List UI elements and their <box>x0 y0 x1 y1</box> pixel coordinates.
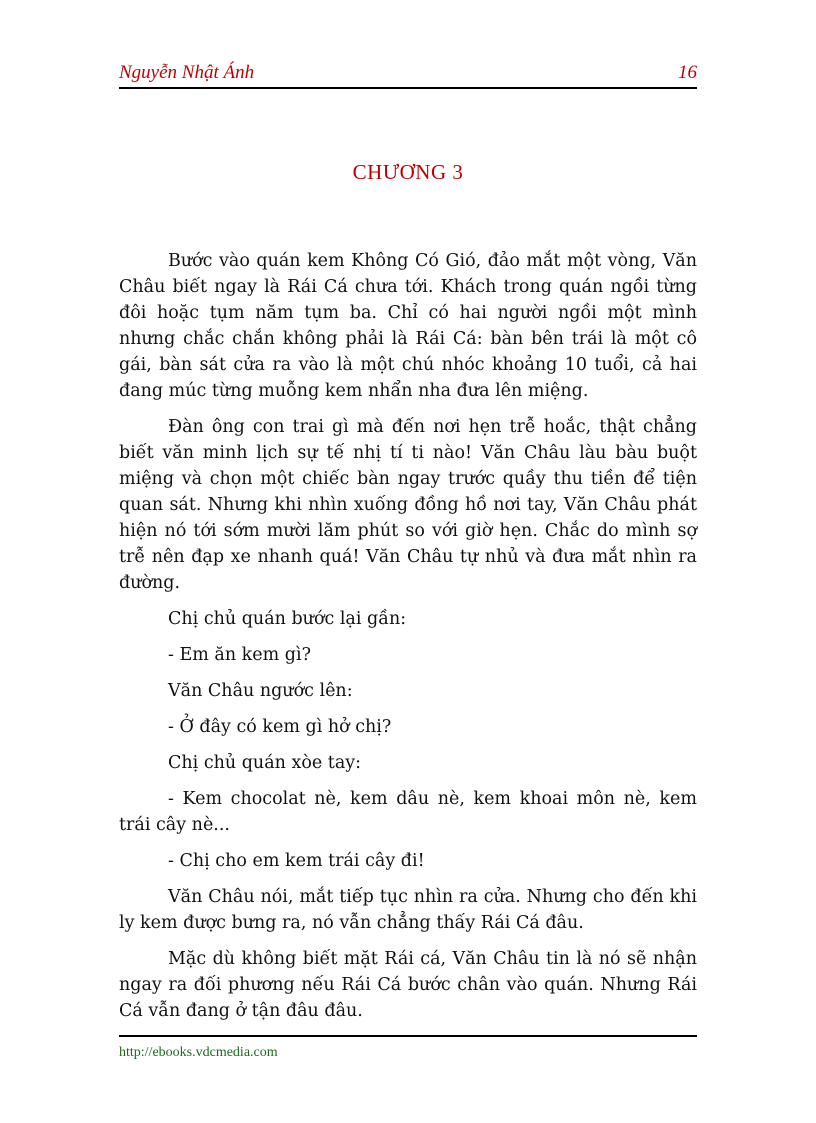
page-header <box>119 60 697 89</box>
paragraph: Văn Châu ngước lên: <box>168 681 353 701</box>
paragraph: - Kem chocolat nè, kem dâu nè, kem khoai môn nè, kem trái cây nè... <box>119 789 697 835</box>
paragraph: Chị chủ quán xòe tay: <box>168 753 362 773</box>
chapter-title: CHƯƠNG 3 <box>352 160 464 184</box>
footer-link[interactable]: http://ebooks.vdcmedia.com <box>119 1045 278 1060</box>
header-page-number: 16 <box>678 62 697 83</box>
paragraph: Văn Châu nói, mắt tiếp tục nhìn ra cửa. Nhưng cho đến khi ly kem được bưng ra, nó vẫn chẳng thấy Rái Cá đâu. <box>119 887 697 933</box>
paragraph: Mặc dù không biết mặt Rái cá, Văn Châu tin là nó sẽ nhận ngay ra đối phương nếu Rái Cá bước chân vào quán. Nhưng Rái Cá vẫn đang ở tận đâu đâu. <box>119 949 697 1021</box>
body-text <box>119 248 697 1034</box>
header-author: Nguyễn Nhật Ánh <box>119 62 255 83</box>
paragraph: Đàn ông con trai gì mà đến nơi hẹn trễ hoắc, thật chẳng biết văn minh lịch sự tế nhị tí ti nào! Văn Châu làu bàu buột miệng và chọn một chiếc bàn ngay trước quầy thu tiền để tiện quan sát. Nhưng khi nhìn xuống đồng hồ nơi tay, Văn Châu phát hiện nó tới sớm mười lăm phút so với giờ hẹn. Chắc do mình sợ trễ nên đạp xe nhanh quá! Văn Châu tự nhủ và đưa mắt nhìn ra đường. <box>119 417 697 593</box>
paragraph: - Ở đây có kem gì hở chị? <box>168 717 392 737</box>
paragraph: Bước vào quán kem Không Có Gió, đảo mắt một vòng, Văn Châu biết ngay là Rái Cá chưa tới. Khách trong quán ngồi từng đôi hoặc tụm năm tụm ba. Chỉ có hai người ngồi một mình nhưng chắc chắn không phải là Rái Cá: bàn bên trái là một cô gái, bàn sát cửa ra vào là một chú nhóc khoảng 10 tuổi, cả hai đang múc từng muỗng kem nhẩn nha đưa lên miệng. <box>119 251 697 401</box>
paragraph: Chị chủ quán bước lại gần: <box>168 609 407 629</box>
paragraph: - Chị cho em kem trái cây đi! <box>168 851 425 871</box>
paragraph: - Em ăn kem gì? <box>168 645 311 665</box>
page-footer <box>119 1035 697 1060</box>
